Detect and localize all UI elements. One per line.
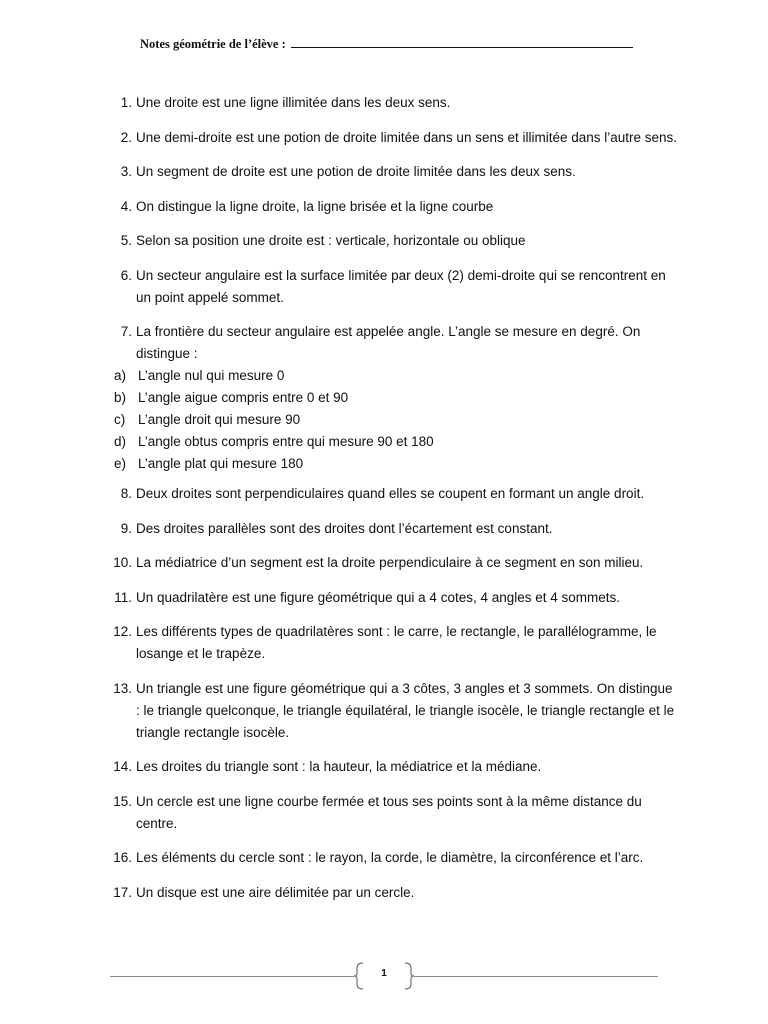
- item-text: On distingue la ligne droite, la ligne brisée et la ligne courbe: [136, 198, 494, 214]
- student-name-header: [140, 36, 633, 52]
- list-item: [110, 882, 680, 904]
- item-text: Un quadrilatère est une figure géométrique qui a 4 cotes, 4 angles et 4 sommets.: [136, 589, 621, 605]
- item-text: Les différents types de quadrilatères sont : le carre, le rectangle, le parallélogramme, le losange et le trapèze.: [136, 624, 657, 661]
- list-item: [110, 552, 680, 574]
- item-text: Les droites du triangle sont : la hauteur, la médiatrice et la médiane.: [136, 759, 542, 774]
- item-number: 17.: [113, 884, 132, 900]
- item-number: 9.: [120, 520, 132, 536]
- list-item: [110, 127, 680, 149]
- item-text: Un secteur angulaire est la surface limitée par deux (2) demi-droite qui se rencontrent en un point appelé sommet.: [136, 267, 666, 305]
- item-text: Les éléments du cercle sont : le rayon, la corde, le diamètre, la circonférence et l’arc.: [136, 850, 644, 865]
- list-item: [110, 321, 680, 475]
- item-number: 5.: [120, 233, 132, 248]
- notes-list: [110, 92, 680, 916]
- sublist-item: [110, 431, 680, 453]
- item-number: 4.: [120, 198, 132, 214]
- item-number: 16.: [113, 850, 132, 865]
- item-text: Un cercle est une ligne courbe fermée et tous ses points sont à la même distance du centre.: [136, 793, 642, 831]
- angle-types-sublist: [110, 365, 680, 475]
- list-item: [110, 92, 680, 114]
- sublist-item: [110, 453, 680, 475]
- sublist-text: L’angle obtus compris entre qui mesure 90 et 180: [138, 434, 434, 449]
- sublist-item: [110, 409, 680, 431]
- name-blank-line: [291, 36, 633, 48]
- list-item: [110, 847, 680, 869]
- item-text: La médiatrice d’un segment est la droite perpendiculaire à ce segment en son milieu.: [136, 555, 644, 570]
- item-number: 13.: [113, 680, 132, 696]
- item-text: Un triangle est une figure géométrique qui a 3 côtes, 3 angles et 3 sommets. On distingue : le triangle quelconque, le triangle équilatéral, le triangle isocèle, le triangle rectangle et le triangle rectangle isocèle.: [136, 680, 675, 740]
- list-item: [110, 518, 680, 540]
- sublist-text: L’angle nul qui mesure 0: [138, 368, 285, 383]
- item-number: 15.: [113, 793, 132, 809]
- left-brace-icon: [354, 962, 364, 990]
- item-text: Des droites parallèles sont des droites dont l’écartement est constant.: [136, 520, 553, 536]
- sublist-item: [110, 387, 680, 409]
- item-text: Un disque est une aire délimitée par un cercle.: [136, 884, 415, 900]
- header-label: Notes géométrie de l’élève :: [140, 37, 286, 51]
- list-item: [110, 230, 680, 252]
- item-number: 2.: [120, 129, 132, 145]
- list-item: [110, 791, 680, 835]
- page-footer: [110, 962, 658, 992]
- list-item: [110, 483, 680, 505]
- item-number: 10.: [113, 555, 132, 570]
- item-number: 11.: [114, 589, 132, 605]
- list-item: [110, 756, 680, 778]
- sublist-text: L’angle aigue compris entre 0 et 90: [138, 390, 349, 405]
- item-number: 3.: [120, 164, 132, 179]
- item-number: 6.: [120, 267, 132, 283]
- footer-rule-right: [414, 976, 658, 977]
- sublist-label: d): [114, 434, 127, 449]
- item-number: 8.: [120, 486, 132, 501]
- page-number: 1: [381, 968, 387, 979]
- list-item: [110, 621, 680, 665]
- item-text: Deux droites sont perpendiculaires quand elles se coupent en formant un angle droit.: [136, 486, 645, 501]
- sublist-label: b): [114, 390, 127, 405]
- list-item: [110, 161, 680, 183]
- item-text: Un segment de droite est une potion de droite limitée dans les deux sens.: [136, 164, 576, 179]
- item-text: La frontière du secteur angulaire est appelée angle. L’angle se mesure en degré. On distingue :: [136, 324, 641, 361]
- item-text: Une droite est une ligne illimitée dans les deux sens.: [136, 95, 451, 110]
- item-number: 1.: [120, 95, 132, 110]
- sublist-item: [110, 365, 680, 387]
- item-number: 7.: [120, 324, 132, 339]
- sublist-text: L’angle droit qui mesure 90: [138, 412, 301, 427]
- sublist-label: a): [114, 368, 127, 383]
- item-text: Selon sa position une droite est : verticale, horizontale ou oblique: [136, 233, 526, 248]
- item-number: 12.: [113, 624, 132, 639]
- list-item: [110, 678, 680, 744]
- sublist-label: c): [114, 412, 126, 427]
- list-item: [110, 196, 680, 218]
- list-item: [110, 265, 680, 309]
- item-text: Une demi-droite est une potion de droite limitée dans un sens et illimitée dans l’autre sens.: [136, 129, 678, 145]
- right-brace-icon: [404, 962, 414, 990]
- sublist-label: e): [114, 456, 127, 471]
- sublist-text: L’angle plat qui mesure 180: [138, 456, 304, 471]
- footer-rule-left: [110, 976, 354, 977]
- list-item: [110, 587, 680, 609]
- item-number: 14.: [113, 759, 132, 774]
